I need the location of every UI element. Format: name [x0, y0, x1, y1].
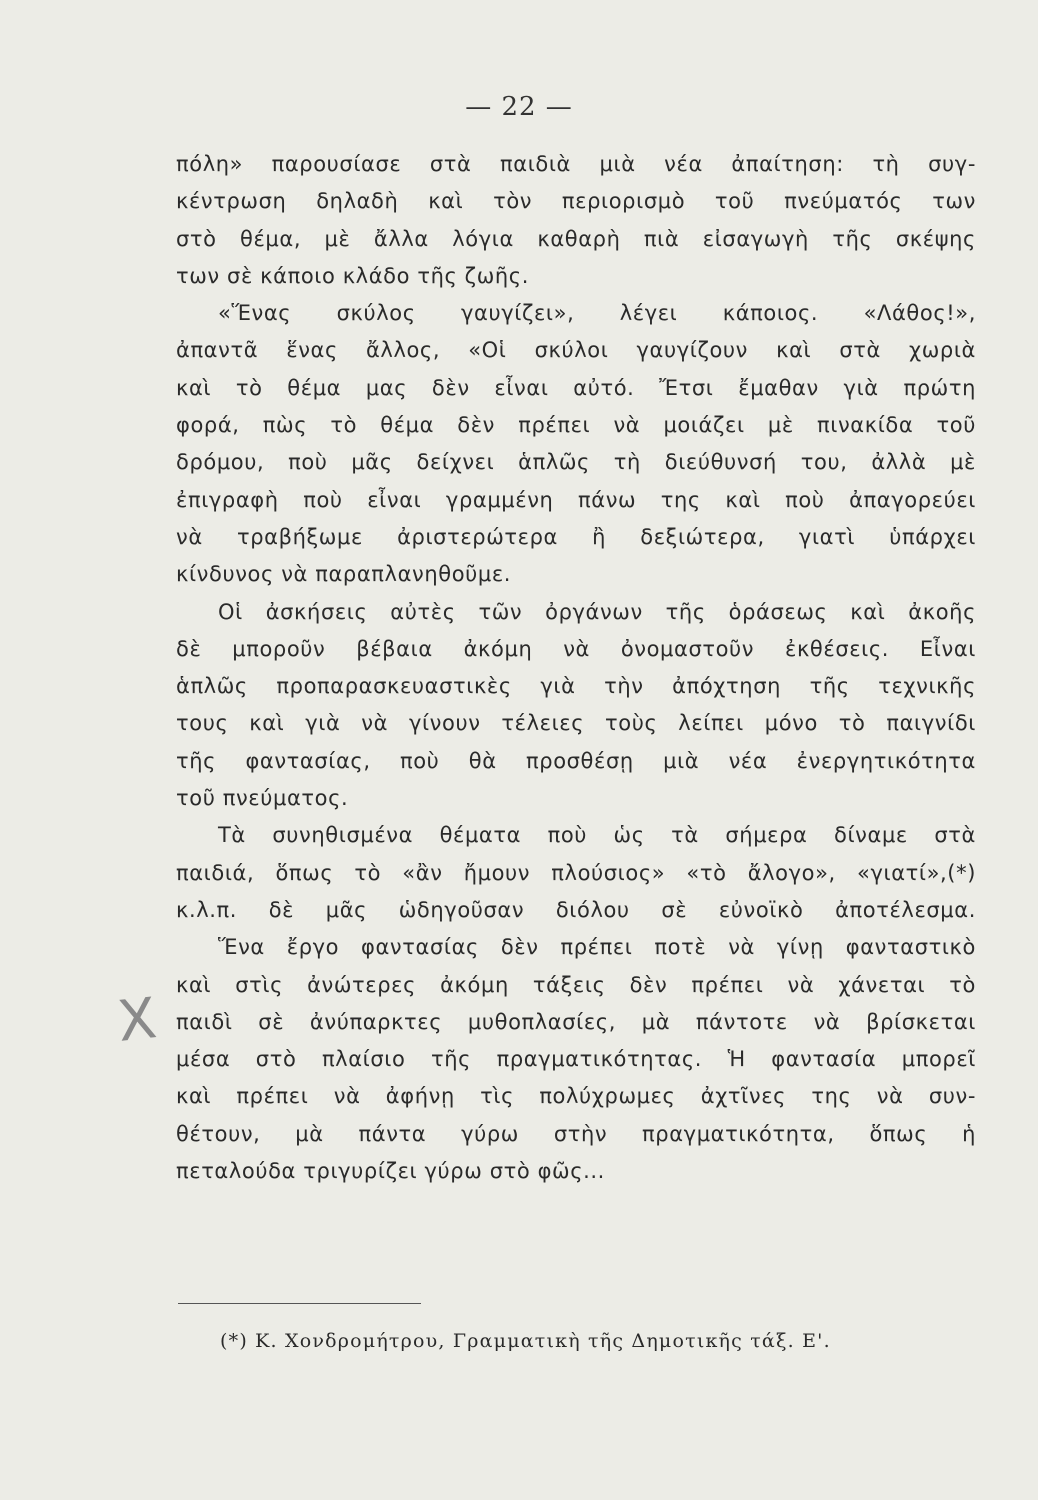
text-line: πόλη» παρουσίασε στὰ παιδιὰ μιὰ νέα ἀπαίτηση: τὴ συγ-	[176, 152, 976, 176]
text-line: νὰ τραβήξωμε ἀριστερώτερα ἢ δεξιώτερα, γιατὶ ὑπάρχει	[176, 524, 976, 549]
text-line: καὶ τὸ θέμα μας δὲν εἶναι αὐτό. Ἔτσι ἔμαθαν γιὰ πρώτη	[176, 375, 976, 400]
text-line: τοῦ πνεύματος.	[176, 786, 349, 811]
text-line: «Ἕνας σκύλος γαυγίζει», λέγει κάποιος. «Λάθος!»,	[218, 301, 976, 326]
text-line: κ.λ.π. δὲ μᾶς ὡδηγοῦσαν διόλου σὲ εὐνοϊκὸ ἀποτέλεσμα.	[176, 897, 976, 922]
text-line: δρόμου, ποὺ μᾶς δείχνει ἁπλῶς τὴ διεύθυνσή του, ἀλλὰ μὲ	[176, 450, 976, 475]
text-line: φορά, πὼς τὸ θέμα δὲν πρέπει νὰ μοιάζει μὲ πινακίδα τοῦ	[176, 413, 976, 438]
text-line: Τὰ συνηθισμένα θέματα ποὺ ὡς τὰ σήμερα δίναμε στὰ	[218, 823, 976, 848]
text-line: κέντρωση δηλαδὴ καὶ τὸν περιορισμὸ τοῦ πνεύματός των	[176, 189, 976, 214]
text-line: ἁπλῶς προπαρασκευαστικὲς γιὰ τὴν ἀπόχτηση τῆς τεχνικῆς	[176, 674, 976, 699]
text-line: στὸ θέμα, μὲ ἄλλα λόγια καθαρὴ πιὰ εἰσαγωγὴ τῆς σκέψης	[176, 226, 976, 251]
text-line: παιδιά, ὅπως τὸ «ἂν ἤμουν πλούσιος» «τὸ ἄλογο», «γιατί»,(*)	[176, 860, 976, 885]
text-line: τους καὶ γιὰ νὰ γίνουν τέλειες τοὺς λείπει μόνο τὸ παιγνίδι	[176, 711, 976, 736]
text-line: Οἱ ἀσκήσεις αὐτὲς τῶν ὀργάνων τῆς ὁράσεως καὶ ἀκοῆς	[218, 599, 976, 624]
text-line: καὶ πρέπει νὰ ἀφήνῃ τὶς πολύχρωμες ἀχτῖνες της νὰ συν-	[176, 1084, 976, 1109]
text-line: τῆς φαντασίας, ποὺ θὰ προσθέσῃ μιὰ νέα ἐνεργητικότητα	[176, 748, 976, 773]
body-text	[176, 146, 976, 1190]
page-number: — 22 —	[465, 92, 573, 122]
text-line: ἀπαντᾶ ἕνας ἄλλος, «Οἱ σκύλοι γαυγίζουν καὶ στὰ χωριὰ	[176, 338, 976, 363]
footnote-divider	[178, 1303, 421, 1304]
text-line: παιδὶ σὲ ἀνύπαρκτες μυθοπλασίες, μὰ πάντοτε νὰ βρίσκεται	[176, 1009, 976, 1034]
text-line: ἐπιγραφὴ ποὺ εἶναι γραμμένη πάνω της καὶ ποὺ ἀπαγορεύει	[176, 487, 976, 512]
text-line: πεταλούδα τριγυρίζει γύρω στὸ φῶς...	[176, 1159, 605, 1184]
text-line: μέσα στὸ πλαίσιο τῆς πραγματικότητας. Ἡ φαντασία μπορεῖ	[176, 1047, 976, 1072]
text-line: Ἕνα ἔργο φαντασίας δὲν πρέπει ποτὲ νὰ γίνῃ φανταστικὸ	[218, 935, 976, 960]
text-line: κίνδυνος νὰ παραπλανηθοῦμε.	[176, 562, 512, 587]
text-line: θέτουν, μὰ πάντα γύρω στὴν πραγματικότητα, ὅπως ἡ	[176, 1121, 976, 1146]
text-line: δὲ μποροῦν βέβαια ἀκόμη νὰ ὀνομαστοῦν ἐκθέσεις. Εἶναι	[176, 636, 976, 661]
text-line: καὶ στὶς ἀνώτερες ἀκόμη τάξεις δὲν πρέπει νὰ χάνεται τὸ	[176, 972, 976, 997]
text-line: των σὲ κάποιο κλάδο τῆς ζωῆς.	[176, 263, 529, 288]
footnote: (*) Κ. Χονδρομήτρου, Γραμματικὴ τῆς Δημοτικῆς τάξ. Ε'.	[220, 1330, 831, 1352]
margin-x-mark: X	[114, 986, 160, 1055]
